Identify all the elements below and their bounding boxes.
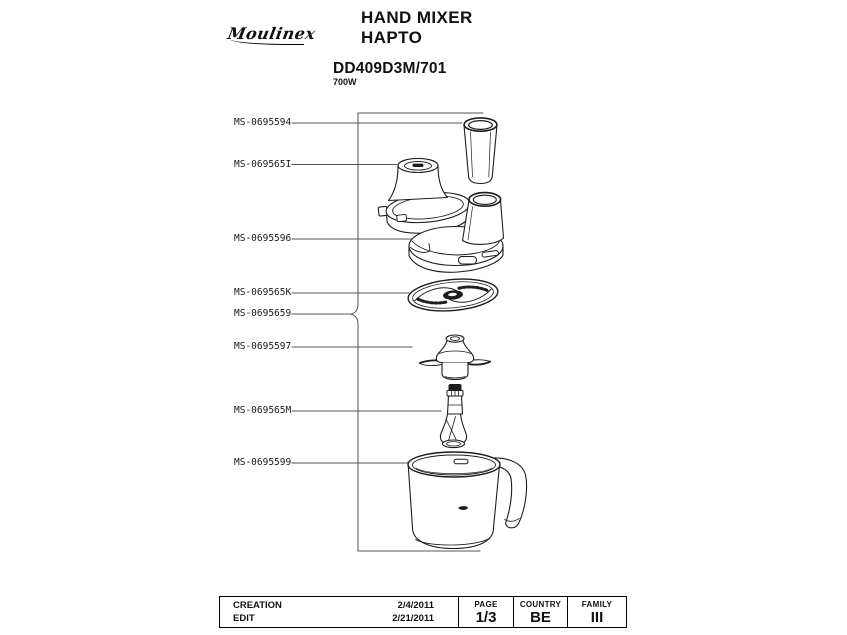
model-number: DD409D3M/701 [333,60,447,77]
part-ref-drive-spindle: MS-069565M [234,405,292,416]
footer-country-cell [513,597,567,627]
part-ref-chopping-blade: MS-0695597 [234,341,292,352]
edit-row [220,613,458,624]
gear-cover-drawing [377,159,472,238]
part-ref-complete-assembly: MS-0695659 [234,308,292,319]
edit-label: EDIT [233,612,255,624]
part-ref-pusher: MS-0695594 [234,117,292,128]
page-value: 1/3 [475,608,497,626]
creation-row [220,600,458,611]
family-value: III [590,608,604,626]
pusher-drawing [464,118,497,184]
footer-page-cell [458,597,513,627]
chopping-blade-drawing [420,335,491,380]
country-value: BE [530,608,551,626]
drive-spindle-drawing [440,384,466,448]
edit-date: 2/21/2011 [392,612,434,624]
part-ref-chopper-bowl: MS-0695599 [234,457,292,468]
part-ref-gear-cover: MS-069565I [234,159,292,170]
chopper-bowl-drawing [408,452,527,549]
footer-info-table [219,596,627,628]
moulinex-logo: Moulinex [226,24,318,43]
creation-label: CREATION [233,600,282,612]
slicing-disc-drawing [407,276,499,315]
part-ref-slicing-disc: MS-069565K [234,287,292,298]
footer-family-cell [567,597,626,627]
footer-dates-cell [220,597,458,627]
product-title-line2: HAPTO [361,28,423,47]
creation-date: 2/4/2011 [397,600,434,612]
family-label: FAMILY [581,599,613,609]
country-label: COUNTRY [519,599,562,609]
power-rating: 700W [333,77,357,87]
product-title-line1: HAND MIXER [361,8,473,27]
page-label: PAGE [474,599,498,609]
part-ref-feed-chute-lid: MS-0695596 [234,233,292,244]
